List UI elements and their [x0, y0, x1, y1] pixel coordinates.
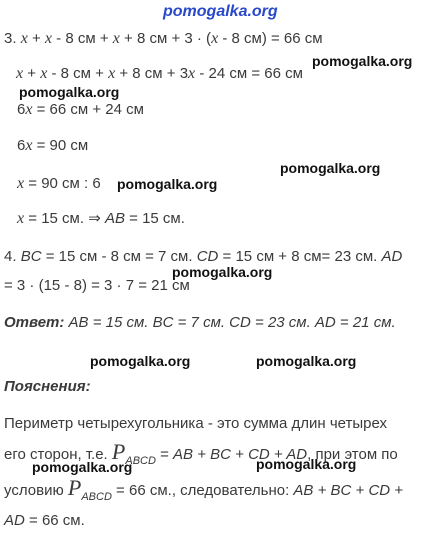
variable-x: x — [211, 30, 219, 47]
text-fragment: , при этом по — [307, 446, 398, 463]
perimeter-symbol: P — [111, 439, 126, 464]
watermark: pomogalka.org — [172, 264, 273, 280]
text-fragment: + — [27, 30, 45, 47]
segment-label: CD — [196, 248, 219, 265]
watermark: pomogalka.org — [90, 353, 191, 369]
text-fragment: + 8 см + 3 — [115, 65, 189, 82]
text-fragment: = 15 см + 8 см= 23 см. — [218, 248, 382, 265]
text-fragment: = 15 см. — [24, 210, 89, 227]
perimeter-subscript: ABCD — [81, 491, 112, 503]
sum-expression: AB + BC + CD + — [293, 482, 404, 499]
variable-x: x — [188, 65, 196, 82]
variable-x: x — [108, 65, 116, 82]
text-fragment: - 8 см) = 66 см — [218, 30, 323, 47]
text-fragment: + 8 см + 3 · ( — [119, 30, 212, 47]
sum-expression: AB + BC + CD + AD — [173, 446, 308, 463]
watermark: pomogalka.org — [19, 84, 120, 100]
text-fragment: 6 — [17, 101, 26, 118]
variable-x: x — [44, 30, 53, 47]
text-fragment: 6 — [17, 137, 26, 154]
perimeter-subscript: ABCD — [125, 455, 156, 467]
variable-x: x — [20, 30, 28, 47]
variable-x: x — [25, 101, 33, 118]
answer-label: Ответ: — [4, 314, 65, 331]
watermark: pomogalka.org — [256, 456, 357, 472]
variable-x: x — [16, 65, 24, 82]
watermark: pomogalka.org — [312, 53, 413, 69]
text-fragment: = 90 см — [32, 137, 89, 154]
perimeter-symbol: P — [67, 475, 82, 500]
variable-x: x — [25, 137, 33, 154]
answer-text: AB = 15 см. BC = 7 см. CD = 23 см. AD = 21 см. — [68, 314, 396, 331]
equation-line-4 — [17, 137, 88, 155]
implies-arrow: ⇒ — [88, 210, 101, 227]
explanation-line-4 — [4, 512, 85, 530]
text-fragment: = 15 см - 8 см = 7 см. — [41, 248, 197, 265]
watermark: pomogalka.org — [256, 353, 357, 369]
segment-label: AB — [104, 210, 125, 227]
equation-line-2 — [16, 65, 303, 83]
variable-x: x — [17, 210, 25, 227]
explanation-line-3 — [4, 475, 404, 503]
text-fragment: + — [23, 65, 41, 82]
equation-line-3 — [17, 101, 144, 119]
variable-x: x — [112, 30, 120, 47]
watermark: pomogalka.org — [280, 160, 381, 176]
text-fragment: = 66 см. — [24, 512, 85, 529]
explanation-line-1: Периметр четырехугольника - это сумма длин четырех — [4, 415, 387, 432]
variable-x: x — [40, 65, 48, 82]
answer-line — [4, 314, 396, 332]
segment-label: AD — [381, 248, 403, 265]
text-fragment: = 66 см., следовательно: — [111, 482, 294, 499]
text-fragment: = 15 см. — [124, 210, 185, 227]
site-watermark-top: pomogalka.org — [163, 3, 278, 20]
text-fragment: - 24 см = 66 см — [195, 65, 303, 82]
text-fragment: его сторон, т.е. — [4, 446, 112, 463]
variable-x: x — [17, 175, 25, 192]
text-fragment: условию — [4, 482, 68, 499]
explanation-label: Пояснения: — [4, 378, 91, 395]
text-fragment: = 66 см + 24 см — [32, 101, 144, 118]
text-fragment: - 8 см + — [52, 30, 113, 47]
step-number: 3. — [4, 30, 21, 47]
equation-line-1 — [4, 30, 323, 48]
step-number: 4. — [4, 248, 21, 265]
equation-line-8: = 3 · (15 - 8) = 3 · 7 = 21 см — [4, 277, 190, 294]
text-fragment: = — [155, 446, 174, 463]
equation-line-5 — [17, 175, 101, 193]
text-fragment: = 90 см : 6 — [24, 175, 101, 192]
text-fragment: - 8 см + — [47, 65, 109, 82]
segment-label: AD — [4, 512, 25, 529]
watermark: pomogalka.org — [32, 459, 133, 475]
watermark: pomogalka.org — [117, 176, 218, 192]
equation-line-6 — [17, 210, 185, 228]
segment-label: BC — [20, 248, 42, 265]
